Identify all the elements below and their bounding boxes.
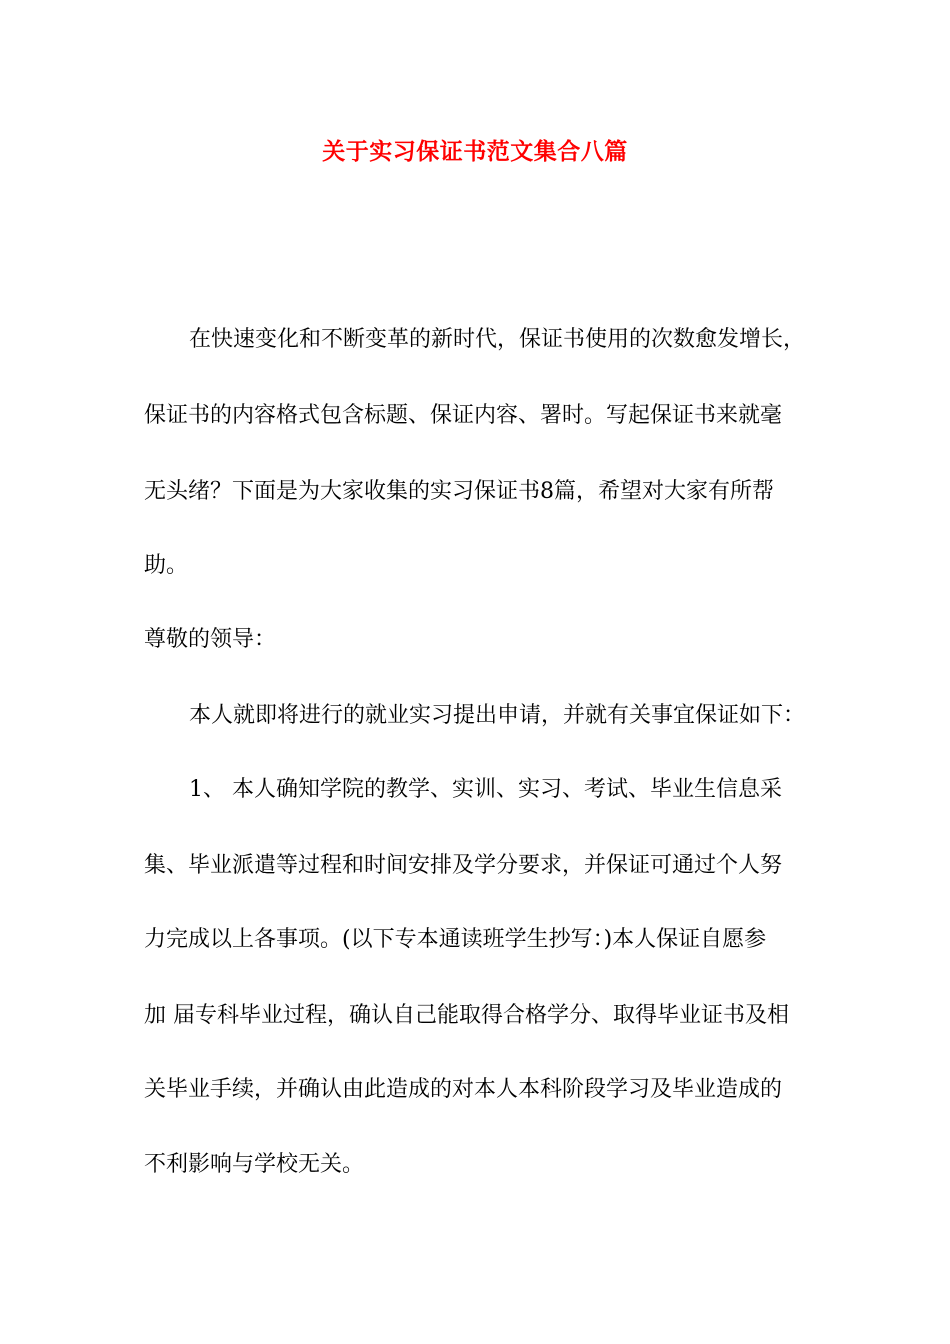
item-1-line-3: 力完成以上各事项。(以下专本通读班学生抄写：)本人保证自愿参 [144, 927, 767, 952]
item-1-line-4: 加 届专科毕业过程，确认自己能取得合格学分、取得毕业证书及相 [144, 1003, 789, 1028]
intro-line-3: 无头绪？下面是为大家收集的实习保证书8篇，希望对大家有所帮 [144, 479, 774, 504]
salutation: 尊敬的领导： [144, 627, 277, 652]
item-1-line-1: 1、 本人确知学院的教学、实训、实习、考试、毕业生信息采 [189, 777, 782, 802]
intro-line-2: 保证书的内容格式包含标题、保证内容、署时。写起保证书来就毫 [144, 403, 783, 428]
body-line-1: 本人就即将进行的就业实习提出申请，并就有关事宜保证如下： [189, 703, 806, 728]
item-1-line-5: 关毕业手续，并确认由此造成的对本人本科阶段学习及毕业造成的 [144, 1077, 783, 1102]
intro-line-1: 在快速变化和不断变革的新时代，保证书使用的次数愈发增长， [189, 327, 806, 352]
item-1-line-2: 集、毕业派遣等过程和时间安排及学分要求，并保证可通过个人努 [144, 853, 783, 878]
document-title: 关于实习保证书范文集合八篇 [322, 138, 628, 165]
intro-line-4: 助。 [144, 553, 189, 578]
item-1-line-6: 不利影响与学校无关。 [144, 1152, 365, 1177]
